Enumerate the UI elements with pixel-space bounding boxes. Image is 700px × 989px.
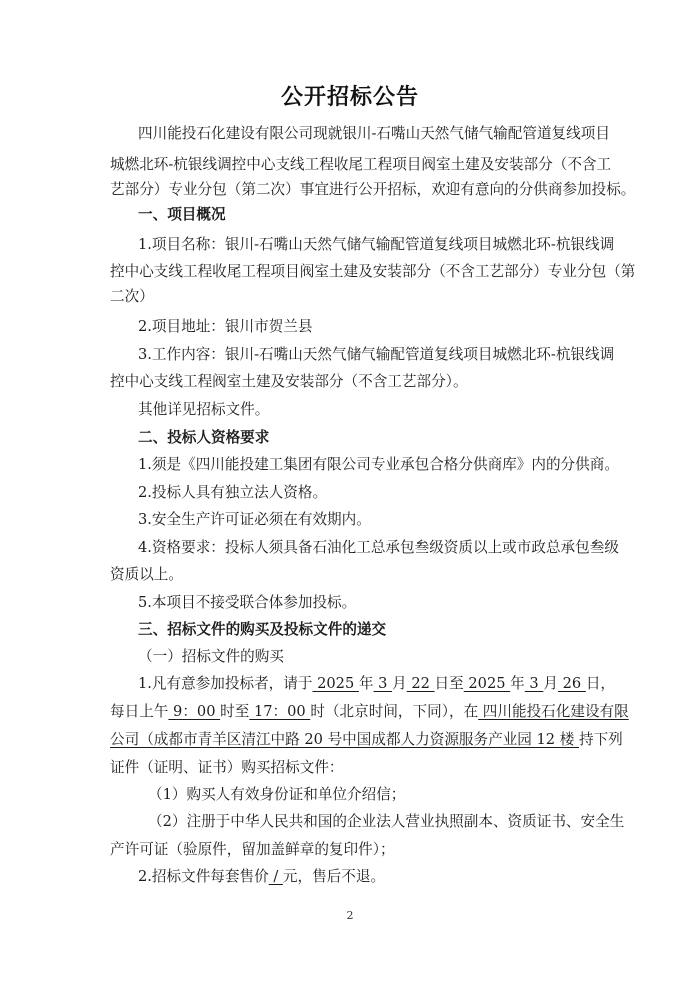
price-line: 2.招标文件每套售价 / 元，售后不退。: [138, 868, 386, 885]
start-day: 22: [406, 675, 435, 692]
qualification-item: 4.资格要求：投标人须具备石油化工总承包叁级资质以上或市政总承包叁级: [138, 539, 619, 556]
purchase-place: 四川能投石化建设有限: [478, 703, 629, 720]
intro-line: 艺部分）专业分包（第二次）事宜进行公开招标，欢迎有意向的分供商参加投标。: [110, 181, 636, 198]
end-year: 2025: [463, 675, 511, 692]
required-doc-item: （1）购买人有效身份证和单位介绍信；: [148, 786, 406, 803]
end-day: 26: [557, 675, 586, 692]
end-time: 17：00: [249, 703, 311, 720]
required-doc-item: （2）注册于中华人民共和国的企业法人营业执照副本、资质证书、安全生: [148, 813, 625, 830]
other-note: 其他详见招标文件。: [138, 401, 270, 418]
intro-line: 四川能投石化建设有限公司现就银川-石嘴山天然气储气输配管道复线项目: [138, 125, 610, 142]
work-content-line: 控中心支线工程阀室土建及安装部分（不含工艺部分）。: [110, 373, 468, 390]
purchase-docs-intro: 证件（证明、证书）购买招标文件：: [110, 759, 344, 776]
section-heading: 一、项目概况: [138, 206, 226, 223]
qualification-item: 1.须是《四川能投建工集团有限公司专业承包合格分供商库》内的分供商。: [138, 456, 619, 473]
qualification-item: 3.安全生产许可证必须在有效期内。: [138, 511, 371, 528]
purchase-period-line: 1.凡有意参加投标者，请于 2025 年 3 月 22 日至 2025 年 3 月 26 日，: [138, 675, 616, 692]
page-number: 2: [346, 909, 354, 922]
project-name-line: 二次）: [110, 288, 154, 305]
project-name-line: 1.项目名称：银川-石嘴山天然气储气输配管道复线项目城燃北环-杭银线调: [138, 236, 615, 253]
start-month: 3: [373, 675, 393, 692]
work-content-line: 3.工作内容：银川-石嘴山天然气储气输配管道复线项目城燃北环-杭银线调: [138, 346, 615, 363]
start-year: 2025: [312, 675, 359, 692]
project-address: 2.项目地址：银川市贺兰县: [138, 318, 313, 335]
section-heading: 三、招标文件的购买及投标文件的递交: [138, 621, 387, 638]
purchase-place-line: 公司（成都市青羊区清江中路 20 号中国成都人力资源服务产业园 12 楼 持下列: [110, 731, 623, 748]
page-title: 公开招标公告: [280, 85, 419, 110]
end-month: 3: [524, 675, 544, 692]
price-value: /: [268, 868, 283, 885]
project-name-line: 控中心支线工程收尾工程项目阀室土建及安装部分（不含工艺部分）专业分包（第: [110, 263, 636, 280]
purchase-address: 公司（成都市青羊区清江中路 20 号中国成都人力资源服务产业园 12 楼: [110, 731, 579, 748]
intro-line: 城燃北环-杭银线调控中心支线工程收尾工程项目阀室土建及安装部分（不含工: [110, 156, 612, 173]
section-heading: 二、投标人资格要求: [138, 429, 270, 446]
qualification-item: 资质以上。: [110, 566, 183, 583]
subsection-heading: （一）招标文件的购买: [138, 648, 284, 665]
start-time: 9：00: [168, 703, 221, 720]
purchase-time-line: 每日上午 9：00 时至 17：00 时（北京时间，下同），在 四川能投石化建设有限: [110, 703, 629, 720]
qualification-item: 5.本项目不接受联合体参加投标。: [138, 594, 357, 611]
qualification-item: 2.投标人具有独立法人资格。: [138, 484, 328, 501]
required-doc-item: 产许可证（验原件，留加盖鲜章的复印件）；: [110, 841, 395, 858]
